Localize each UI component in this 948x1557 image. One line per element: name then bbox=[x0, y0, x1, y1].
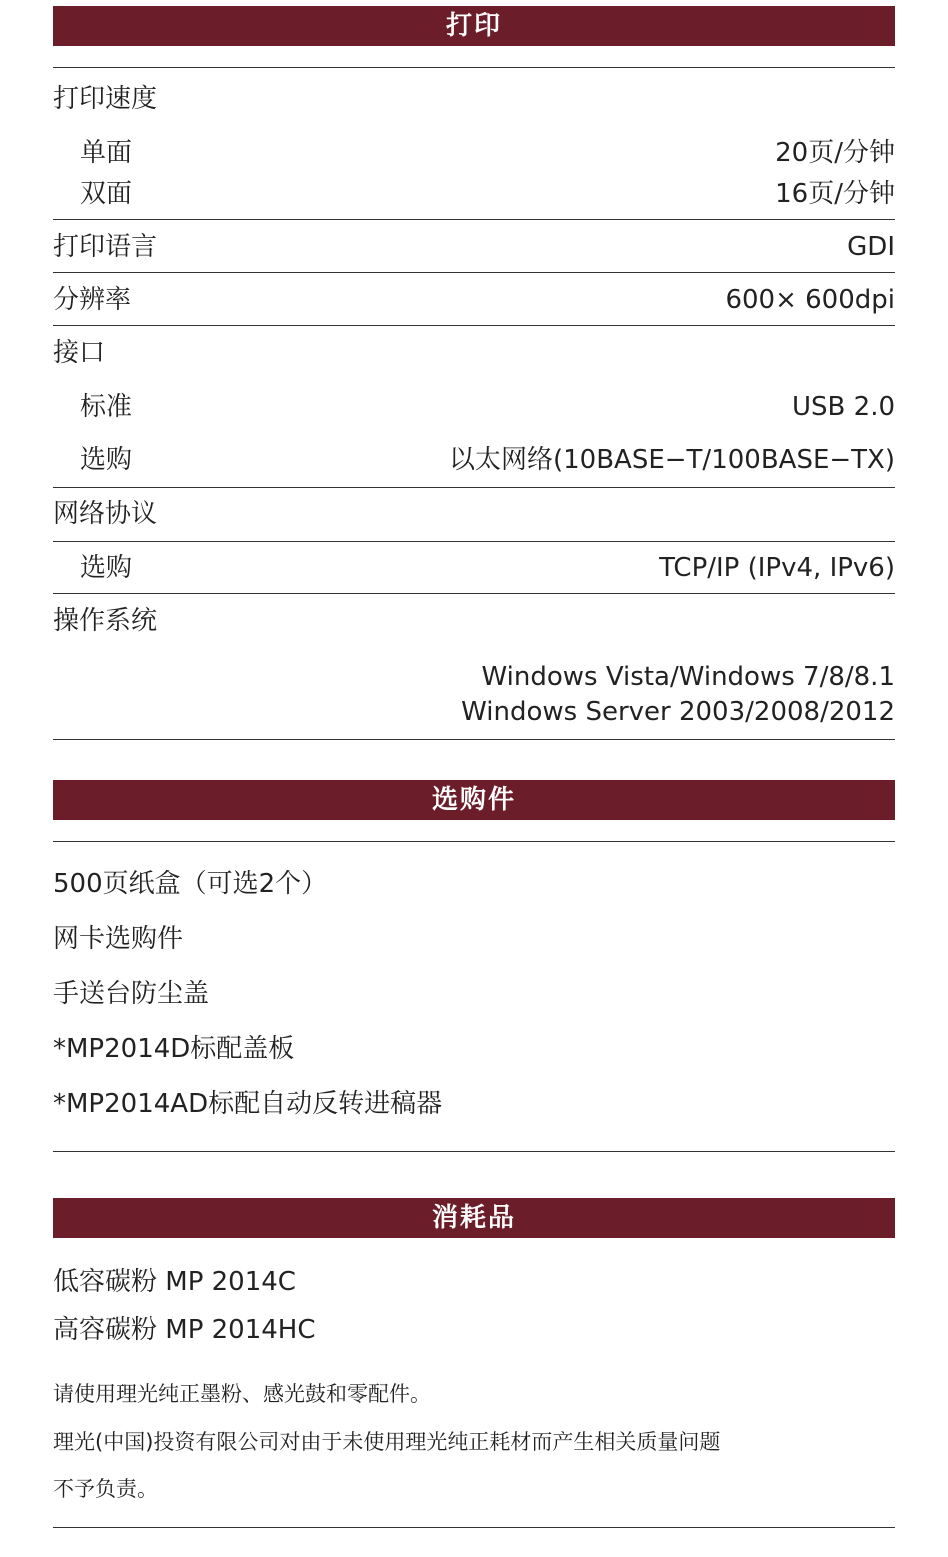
single-side-label: 单面 bbox=[80, 138, 133, 168]
duplex-label: 双面 bbox=[80, 179, 133, 209]
divider bbox=[53, 67, 895, 68]
duplex-value: 16页/分钟 bbox=[775, 179, 895, 209]
options-section-header: 选购件 bbox=[53, 780, 895, 820]
resolution-label: 分辨率 bbox=[53, 285, 132, 315]
option-item: 500页纸盒（可选2个） bbox=[53, 869, 328, 899]
divider bbox=[53, 739, 895, 740]
print-language-label: 打印语言 bbox=[53, 232, 158, 262]
interface-standard-value: USB 2.0 bbox=[792, 392, 895, 422]
divider bbox=[53, 272, 895, 273]
consumable-item: 高容碳粉 MP 2014HC bbox=[53, 1315, 316, 1345]
os-label: 操作系统 bbox=[53, 606, 158, 636]
option-item: 网卡选购件 bbox=[53, 924, 184, 954]
consumables-note: 理光(中国)投资有限公司对由于未使用理光纯正耗材而产生相关质量问题 bbox=[53, 1430, 721, 1454]
interface-optional-label: 选购 bbox=[80, 445, 133, 475]
consumables-note: 不予负责。 bbox=[53, 1477, 158, 1501]
divider bbox=[53, 219, 895, 220]
option-item: *MP2014D标配盖板 bbox=[53, 1034, 295, 1064]
print-speed-label: 打印速度 bbox=[53, 84, 158, 114]
protocol-label: 网络协议 bbox=[53, 499, 158, 529]
interface-standard-label: 标准 bbox=[80, 392, 133, 422]
os-value-line2: Windows Server 2003/2008/2012 bbox=[461, 697, 895, 727]
resolution-value: 600× 600dpi bbox=[725, 285, 895, 315]
consumables-note: 请使用理光纯正墨粉、感光鼓和零配件。 bbox=[53, 1382, 431, 1406]
single-side-value: 20页/分钟 bbox=[775, 138, 895, 168]
interface-optional-value: 以太网络(10BASE−T/100BASE−TX) bbox=[448, 445, 895, 475]
interface-label: 接口 bbox=[53, 338, 106, 368]
consumables-section-header: 消耗品 bbox=[53, 1198, 895, 1238]
divider bbox=[53, 487, 895, 488]
divider bbox=[53, 593, 895, 594]
divider bbox=[53, 1527, 895, 1528]
protocol-optional-label: 选购 bbox=[80, 553, 133, 583]
divider bbox=[53, 1151, 895, 1152]
divider bbox=[53, 841, 895, 842]
divider bbox=[53, 325, 895, 326]
consumable-item: 低容碳粉 MP 2014C bbox=[53, 1267, 296, 1297]
divider bbox=[53, 541, 895, 542]
option-item: 手送台防尘盖 bbox=[53, 979, 210, 1009]
protocol-optional-value: TCP/IP (IPv4, IPv6) bbox=[659, 553, 895, 583]
print-language-value: GDI bbox=[847, 232, 895, 262]
option-item: *MP2014AD标配自动反转进稿器 bbox=[53, 1089, 443, 1119]
os-value-line1: Windows Vista/Windows 7/8/8.1 bbox=[481, 662, 895, 692]
print-section-header: 打印 bbox=[53, 6, 895, 46]
